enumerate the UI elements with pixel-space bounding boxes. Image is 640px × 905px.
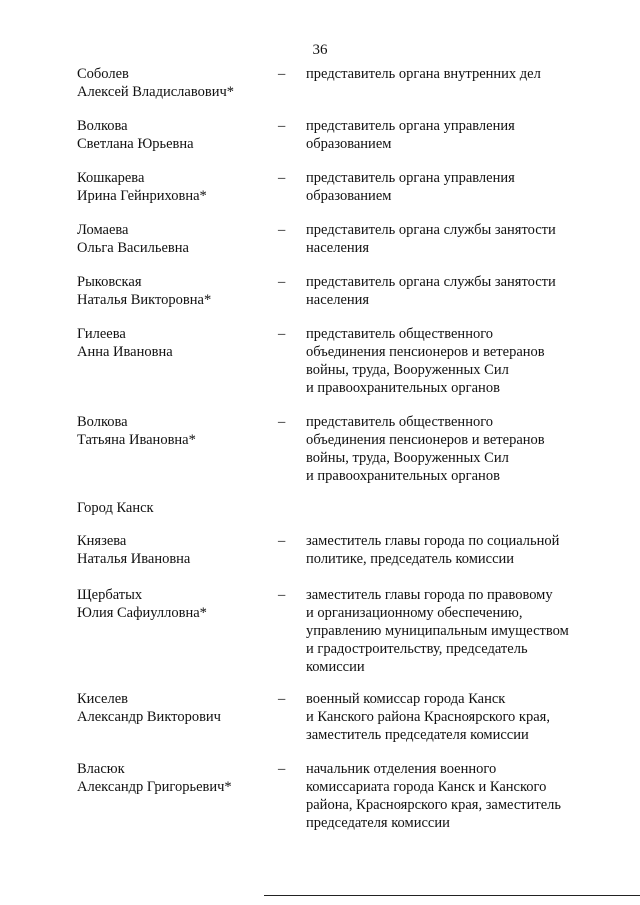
member-given-names: Татьяна Ивановна* xyxy=(77,432,196,448)
list-item xyxy=(0,169,640,204)
member-name xyxy=(77,413,272,449)
member-name xyxy=(77,690,272,726)
list-item xyxy=(0,325,640,396)
list-item xyxy=(0,690,640,743)
member-role xyxy=(306,169,606,205)
role-line: и правоохранительных органов xyxy=(306,380,500,396)
member-given-names: Светлана Юрьевна xyxy=(77,136,194,152)
role-line: представитель органа службы занятости xyxy=(306,222,556,238)
bottom-divider xyxy=(264,895,640,896)
role-line: и организационному обеспечению, xyxy=(306,605,523,621)
member-surname: Рыковская xyxy=(77,274,142,290)
dash-separator: – xyxy=(278,533,286,549)
role-line: и Канского района Красноярского края, xyxy=(306,709,550,725)
member-role xyxy=(306,413,606,485)
member-given-names: Алексей Владиславович* xyxy=(77,84,234,100)
list-item xyxy=(0,532,640,567)
role-line: представитель органа управления xyxy=(306,118,515,134)
role-line: образованием xyxy=(306,188,392,204)
page-number: 36 xyxy=(312,42,328,58)
section-title: Город Канск xyxy=(77,500,154,516)
role-line: представитель общественного xyxy=(306,326,494,342)
member-given-names: Наталья Викторовна* xyxy=(77,292,212,308)
member-name xyxy=(77,117,272,153)
member-name xyxy=(77,221,272,257)
member-role xyxy=(306,273,606,309)
list-item xyxy=(0,117,640,152)
dash-separator: – xyxy=(278,587,286,603)
dash-separator: – xyxy=(278,170,286,186)
member-surname: Князева xyxy=(77,533,127,549)
member-role xyxy=(306,325,606,397)
member-name xyxy=(77,169,272,205)
list-item xyxy=(0,273,640,308)
member-surname: Волкова xyxy=(77,414,128,430)
dash-separator: – xyxy=(278,326,286,342)
role-line: военный комиссар города Канск xyxy=(306,691,506,707)
role-line: войны, труда, Вооруженных Сил xyxy=(306,450,509,466)
role-line: объединения пенсионеров и ветеранов xyxy=(306,432,545,448)
member-surname: Волкова xyxy=(77,118,128,134)
list-item xyxy=(0,65,640,100)
list-item xyxy=(0,413,640,484)
role-line: войны, труда, Вооруженных Сил xyxy=(306,362,509,378)
member-surname: Соболев xyxy=(77,66,129,82)
dash-separator: – xyxy=(278,414,286,430)
role-line: представитель органа внутренних дел xyxy=(306,66,541,82)
role-line: заместитель главы города по правовому xyxy=(306,587,553,603)
role-line: представитель органа службы занятости xyxy=(306,274,556,290)
member-surname: Ломаева xyxy=(77,222,129,238)
list-item xyxy=(0,760,640,831)
member-name xyxy=(77,325,272,361)
role-line: заместитель председателя комиссии xyxy=(306,727,529,743)
role-line: и правоохранительных органов xyxy=(306,468,500,484)
role-line: района, Красноярского края, заместитель xyxy=(306,797,561,813)
dash-separator: – xyxy=(278,691,286,707)
member-surname: Гилеева xyxy=(77,326,126,342)
dash-separator: – xyxy=(278,66,286,82)
role-line: образованием xyxy=(306,136,392,152)
list-item xyxy=(0,586,640,675)
role-line: представитель органа управления xyxy=(306,170,515,186)
role-line: представитель общественного xyxy=(306,414,494,430)
role-line: объединения пенсионеров и ветеранов xyxy=(306,344,545,360)
member-role xyxy=(306,221,606,257)
member-role xyxy=(306,117,606,153)
member-name xyxy=(77,586,272,622)
role-line: комиссариата города Канск и Канского xyxy=(306,779,547,795)
member-surname: Кошкарева xyxy=(77,170,145,186)
member-name xyxy=(77,532,272,568)
member-given-names: Ирина Гейнриховна* xyxy=(77,188,207,204)
dash-separator: – xyxy=(278,222,286,238)
member-surname: Щербатых xyxy=(77,587,143,603)
role-line: комиссии xyxy=(306,659,365,675)
member-given-names: Анна Ивановна xyxy=(77,344,173,360)
member-surname: Власюк xyxy=(77,761,125,777)
list-item xyxy=(0,221,640,256)
member-surname: Киселев xyxy=(77,691,128,707)
member-role xyxy=(306,760,606,832)
role-line: и градостроительству, председатель xyxy=(306,641,528,657)
member-role xyxy=(306,532,606,568)
role-line: председателя комиссии xyxy=(306,815,450,831)
role-line: начальник отделения военного xyxy=(306,761,497,777)
member-given-names: Ольга Васильевна xyxy=(77,240,189,256)
member-given-names: Александр Викторович xyxy=(77,709,221,725)
member-name xyxy=(77,65,272,101)
dash-separator: – xyxy=(278,118,286,134)
member-name xyxy=(77,760,272,796)
member-role xyxy=(306,690,606,744)
member-given-names: Юлия Сафиулловна* xyxy=(77,605,207,621)
dash-separator: – xyxy=(278,274,286,290)
role-line: населения xyxy=(306,240,370,256)
dash-separator: – xyxy=(278,761,286,777)
member-role xyxy=(306,586,606,676)
member-role xyxy=(306,65,606,83)
member-given-names: Александр Григорьевич* xyxy=(77,779,232,795)
member-given-names: Наталья Ивановна xyxy=(77,551,191,567)
role-line: населения xyxy=(306,292,370,308)
role-line: заместитель главы города по социальной xyxy=(306,533,560,549)
role-line: управлению муниципальным имуществом xyxy=(306,623,569,639)
role-line: политике, председатель комиссии xyxy=(306,551,515,567)
member-name xyxy=(77,273,272,309)
